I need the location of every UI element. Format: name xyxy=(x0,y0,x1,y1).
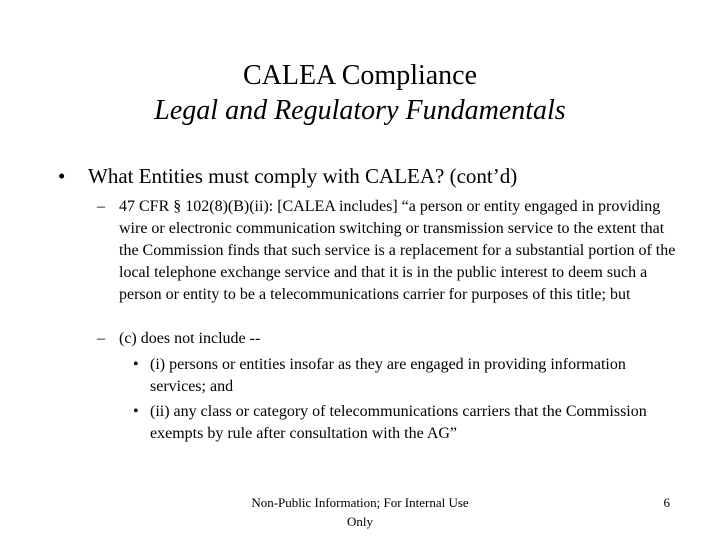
dash-item-text: (c) does not include -- xyxy=(119,330,261,347)
bullet-icon: • xyxy=(133,356,139,373)
bullet-icon: • xyxy=(58,164,66,188)
slide-title xyxy=(60,58,660,128)
page-number: 6 xyxy=(663,495,670,510)
sub-bullet-text: (ii) any class or category of telecommunications carriers that the Commission exempts by rule after consultation with the AG” xyxy=(150,403,647,442)
title-subtitle: Legal and Regulatory Fundamentals xyxy=(154,95,566,126)
dash-item-cfr xyxy=(97,196,677,306)
bullet-level1-text: What Entities must comply with CALEA? (cont’d) xyxy=(88,164,518,188)
footer-text: Non-Public Information; For Internal Use Only xyxy=(251,495,469,529)
title-main: CALEA Compliance xyxy=(242,60,478,91)
dash-item-text: 47 CFR § 102(8)(B)(ii): [CALEA includes] “a person or entity engaged in providing wire or electronic communication switching or transmission service to the extent that the Commission finds that such service is a replacement for a substantial portion of the local telephone exchange service and that it is in the public interest to deem such a person or entity to be a telecommunications carrier for purposes of this title; but xyxy=(119,198,676,303)
dash-icon: – xyxy=(97,198,105,215)
sub-bullet-text: (i) persons or entities insofar as they are engaged in providing information services; and xyxy=(150,356,626,395)
sub-bullet-information-services xyxy=(133,354,653,398)
dash-item-exclusions xyxy=(97,328,677,350)
bullet-icon: • xyxy=(133,403,139,420)
dash-icon: – xyxy=(97,330,105,347)
sub-bullet-exempt-carriers xyxy=(133,401,653,445)
